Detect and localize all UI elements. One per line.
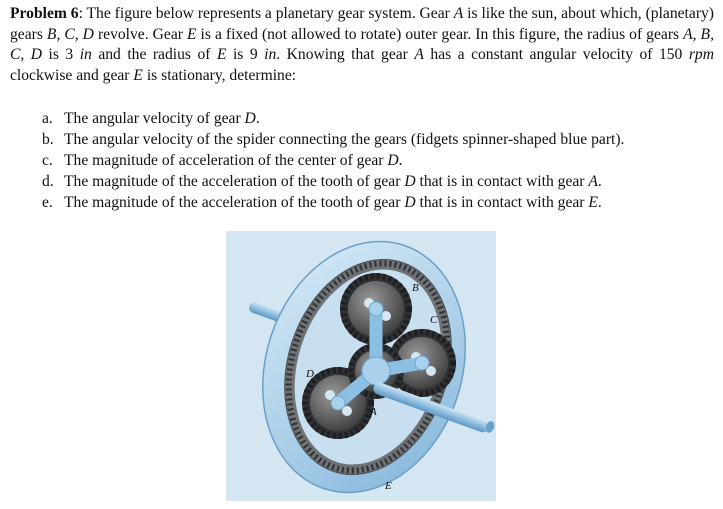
question-text: The magnitude of acceleration of the center of gear D. <box>64 152 403 169</box>
list-marker: e. <box>42 194 53 211</box>
question-text: The magnitude of the acceleration of the tooth of gear D that is in contact with gear A. <box>64 173 602 190</box>
list-marker: a. <box>42 110 53 127</box>
var-gear-a: A <box>453 5 464 22</box>
problem-text: is like the sun, about which, (planetary) gears <box>10 5 714 43</box>
question-text: The angular velocity of gear D. <box>64 110 260 127</box>
unit-in: in <box>79 46 92 63</box>
problem-text: is stationary, determine: <box>142 66 297 84</box>
problem-text: revolve. Gear <box>93 25 187 43</box>
problem-text: : The figure below represents a planetary gear system. Gear <box>78 5 454 22</box>
unit-in: in <box>264 46 277 63</box>
question-item-a <box>42 108 722 129</box>
label-b: B <box>412 282 419 294</box>
label-e: E <box>385 480 392 492</box>
var-gear-e: E <box>133 66 143 84</box>
list-marker: c. <box>42 152 53 169</box>
problem-text: is a fixed (not allowed to rotate) outer gear. In this figure, the radius of gears <box>196 25 684 43</box>
label-d: D <box>306 368 314 380</box>
problem-text: is 3 <box>42 46 80 63</box>
var-gears-bcd: B, C, D <box>46 25 94 43</box>
label-c: C <box>430 314 438 326</box>
question-text: The magnitude of the acceleration of the tooth of gear D that is in contact with gear E. <box>64 194 602 211</box>
list-marker: d. <box>42 173 54 190</box>
planetary-gear-figure <box>226 231 496 501</box>
problem-text: . Knowing that gear <box>276 46 415 63</box>
problem-text: is 9 <box>226 46 265 63</box>
problem-text: has a constant angular velocity of 150 <box>423 46 689 63</box>
label-a: A <box>370 406 377 418</box>
question-item-d <box>42 171 722 192</box>
question-item-e <box>42 192 722 213</box>
list-marker: b. <box>42 131 54 148</box>
var-gears-abcd: A, B, C, D <box>10 25 714 63</box>
question-item-b <box>42 129 722 150</box>
var-gear-a: A <box>414 46 424 63</box>
question-item-c <box>42 150 722 171</box>
var-gear-e: E <box>216 46 227 63</box>
question-text: The angular velocity of the spider connecting the gears (fidgets spinner-shaped blue part). <box>64 131 625 148</box>
problem-label: Problem 6 <box>10 5 79 22</box>
unit-rpm: rpm <box>688 46 714 63</box>
problem-text: and the radius of <box>91 46 217 63</box>
problem-text: clockwise and gear <box>10 66 134 84</box>
problem-statement <box>10 4 714 86</box>
var-gear-e: E <box>186 25 197 43</box>
question-list <box>42 108 722 213</box>
gear-illustration <box>226 231 496 501</box>
